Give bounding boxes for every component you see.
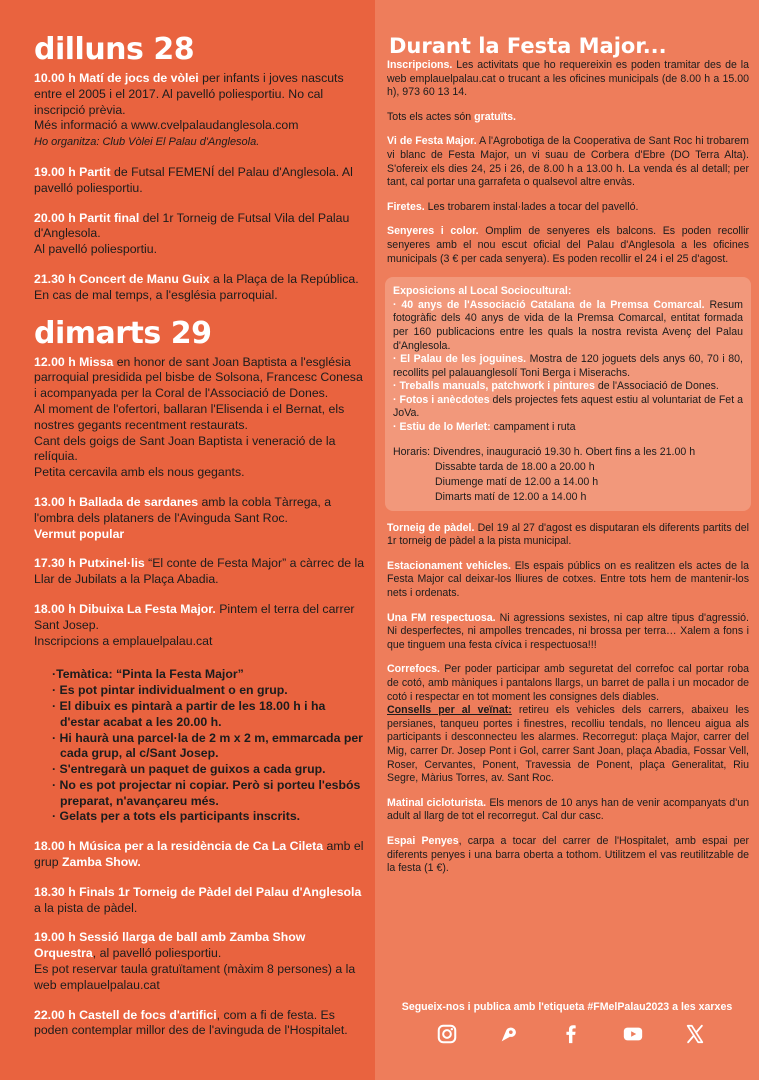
event-text: Pintem el terra del carrer Sant Josep.	[34, 601, 355, 632]
info-free	[385, 111, 751, 125]
event-group: Zamba Show.	[62, 855, 141, 870]
hours-line: Horaris: Divendres, inauguració 19.30 h. Obert fins a les 21.00 h	[393, 445, 696, 458]
instagram-icon[interactable]	[436, 1023, 458, 1045]
facebook-icon[interactable]	[560, 1023, 582, 1045]
exhibit-text: Resum fotogràfic dels 40 anys de vida de la Premsa Comarcal, entitat formada per 160 publicacions entre les quals la nostra revista Avenç del Palau d'Anglesola.	[393, 298, 744, 352]
event-futsal-final	[34, 211, 367, 258]
event-text: Inscripcions a emplauelpalau.cat	[34, 633, 213, 648]
event-fireworks	[34, 1008, 367, 1040]
event-text: , com a fi de festa. Es poden contemplar millor des de l'avinguda de l'Hospitalet.	[34, 1007, 348, 1038]
list-item: · El dibuix es pintarà a partir de les 18.00 h i ha d'estar acabat a les 20.00 h.	[52, 698, 326, 729]
list-item: · Gelats per a tots els participants inscrits.	[52, 809, 301, 824]
exhibit-heading: · Fotos i anècdotes	[393, 393, 490, 406]
list-item: · No es pot projectar ni copiar. Però si porteu l'esbós preparat, n'avançareu més.	[52, 777, 361, 808]
info-text: Els espais públics on es realitzen els actes de la Festa Major cal deixar-los lliures de cotxes. Entre tots hem de mantenir-los nets i ordenats.	[387, 559, 749, 600]
info-text: Les trobarem instal·lades a tocar del pavelló.	[424, 200, 639, 213]
event-padel-finals	[34, 885, 367, 917]
exhibit-text: de l'Associació de Dones.	[594, 380, 719, 393]
exhibit-heading: · Estiu de lo Merlet:	[393, 421, 491, 434]
day-heading-tuesday: dimarts 29	[34, 315, 212, 351]
event-text: a la Plaça de la República.	[209, 271, 359, 286]
event-sardanes	[34, 495, 367, 542]
info-padel	[385, 522, 751, 549]
box-title: Exposicions al Local Sociocultural:	[393, 285, 572, 298]
info-fair	[385, 201, 751, 215]
event-heading: 12.00 h Missa	[34, 354, 114, 369]
app-icon[interactable]	[498, 1023, 520, 1045]
exhibit-heading: · 40 anys de l'Associació Catalana de la Premsa Comarcal.	[393, 298, 705, 311]
event-text: amb el grup	[34, 839, 364, 870]
event-heading: 18.00 h Música per a la residència de Ca La Cileta	[34, 839, 324, 854]
event-dance	[34, 930, 367, 993]
youtube-icon[interactable]	[622, 1023, 644, 1045]
info-text: Tots els actes són	[387, 110, 475, 123]
event-heading: 18.30 h Finals 1r Torneig de Pàdel del Palau d'Anglesola	[34, 884, 362, 899]
info-cycling	[385, 797, 751, 824]
event-text: Més informació a www.cvelpalaudanglesola.com	[34, 118, 299, 133]
neighbours-advice-heading: Consells per al veïnat:	[387, 704, 512, 717]
event-concert	[34, 272, 367, 304]
event-volleyball	[34, 71, 367, 151]
info-penyes	[385, 835, 751, 876]
event-text: de Futsal FEMENÍ del Palau d'Anglesola. Al pavelló poliesportiu.	[34, 164, 353, 195]
info-correfocs	[385, 663, 751, 785]
hours-line: Diumenge matí de 12.00 a 14.00 h	[435, 475, 599, 488]
event-text: a la pista de pàdel.	[34, 900, 138, 915]
exhibit-heading: · Treballs manuals, patchwork i pintures	[393, 380, 595, 393]
info-text: A l'Agrobotiga de la Cooperativa de Sant Roc hi trobarem vi blanc de Festa Major, un vi suau de Corbera d'Ebre (DO Terra Alta). S'ofereix els dies 24, 25 i 26, de 8.00 h a 13.00 h. La venda és al detall; per tant, cal portar una garrafeta o qualsevol altre envàs.	[387, 135, 749, 189]
info-text: Ni agressions sexistes, ni cap altre tipus d'agressió. Ni desperfectes, ni ampolles trencades, ni brossa per terra… Xalem a fons i que tinguem una festa cívica i respectuosa!!!	[387, 611, 749, 651]
event-text: , al pavelló poliesportiu.	[92, 946, 222, 961]
info-text: , carpa a tocar del carrer de l'Hospitalet, amb espai per diferents penyes i una barra oberta a tothom. Utilitzem el vas reutilitzable de la festa (1 €).	[387, 834, 749, 875]
right-column	[375, 0, 759, 1080]
info-parking	[385, 560, 751, 601]
event-text: en honor de sant Joan Baptista a l'església parroquial presidida pel bisbe de Solsona, Francesc Conesa i acompanyada per la Coral de l'Associació de Dones.	[34, 354, 363, 401]
opening-hours	[393, 445, 743, 505]
event-heading: 20.00 h Partit final	[34, 210, 140, 225]
info-heading: gratuïts.	[474, 110, 516, 123]
event-text: amb la cobla Tàrrega, a l'ombra dels plataners de l'Avinguda Sant Roc.	[34, 494, 332, 525]
info-text: Omplim de senyeres els balcons. Es poden recollir senyeres amb el nou escut oficial del Palau d'Anglesola a les oficines municipals (3 € per cada senyera). Es poden recollir el 24 i el 25 d'agost.	[387, 225, 749, 265]
event-text: Al pavelló poliesportiu.	[34, 242, 158, 257]
event-organizer: Ho organitza: Club Vòlei El Palau d'Anglesola.	[34, 136, 260, 149]
info-heading: Correfocs.	[387, 663, 440, 676]
event-heading: 19.00 h Sessió llarga de ball amb Zamba Show Orquestra	[34, 930, 306, 961]
social-icons	[436, 1022, 706, 1046]
x-icon[interactable]	[684, 1023, 706, 1045]
hours-line: Dissabte tarda de 18.00 a 20.00 h	[435, 460, 595, 473]
info-text: Del 19 al 27 d'agost es disputaran els diferents partits del 1r torneig de pàdel a la pista municipal.	[387, 521, 750, 548]
info-heading: Espai Penyes	[387, 834, 459, 847]
event-heading: 18.00 h Dibuixa La Festa Major.	[34, 601, 216, 616]
event-heading: 22.00 h Castell de focs d'artifici	[34, 1007, 217, 1022]
event-text: Petita cercavila amb els nous gegants.	[34, 465, 245, 480]
info-text: Els menors de 10 anys han de venir acompanyats d'un adult al llarg de tot el recorregut. Cal dur casc.	[387, 796, 750, 823]
list-item: · Hi haurà una parcel·la de 2 m x 2 m, emmarcada per cada grup, al c/Sant Josep.	[52, 730, 363, 761]
info-text: Per poder participar amb seguretat del correfoc cal portar roba de cotó, amb màniques i pantalons llargs, un barret de palla i un mocador de cotó i respectar en tot moment les consignes dels diables.	[387, 663, 749, 703]
event-futsal-women	[34, 165, 367, 197]
event-heading: 10.00 h Matí de jocs de vòlei	[34, 71, 199, 85]
exhibit-text: dels projectes fets aquest estiu al voluntariat de Fet a JoVa.	[393, 393, 743, 420]
event-text: del 1r Torneig de Futsal Vila del Palau d'Anglesola.	[34, 210, 350, 241]
day-heading-monday: dilluns 28	[34, 32, 195, 67]
info-text: Les activitats que ho requereixin es poden tramitar des de la web emplauelpalau.cat o trucant a les oficines municipals (de 8.00 h a 15.00 h), 973 60 13 14.	[387, 59, 749, 99]
left-column	[0, 0, 375, 1080]
event-heading: 21.30 h Concert de Manu Guix	[34, 271, 210, 286]
section-title: Durant la Festa Major...	[389, 34, 667, 58]
info-flags	[385, 225, 751, 266]
info-heading: Firetes.	[387, 200, 425, 213]
event-text: “El conte de Festa Major” a càrrec de la Llar de Jubilats a la Plaça Abadia.	[34, 556, 365, 587]
exhibit-heading: · El Palau de les joguines.	[393, 353, 527, 366]
info-heading: Matinal cicloturista.	[387, 796, 487, 809]
event-text: Cant dels goigs de Sant Joan Baptista i veneració de la relíquia.	[34, 433, 336, 464]
event-heading: 17.30 h Putxinel·lis	[34, 556, 145, 571]
event-draw	[34, 602, 367, 649]
list-item: ·Temàtica: “Pinta la Festa Major”	[52, 667, 244, 682]
event-text: per infants i joves nascuts entre el 2005 i el 2017. Al pavelló poliesportiu. No cal inscripció prèvia.	[34, 71, 344, 117]
exhibitions-box	[385, 277, 751, 511]
list-item: · S'entregarà un paquet de guixos a cada grup.	[52, 762, 326, 777]
event-heading: 19.00 h Partit	[34, 164, 111, 179]
list-item: · Es pot pintar individualment o en grup.	[52, 683, 288, 698]
hours-line: Dimarts matí de 12.00 a 14.00 h	[435, 490, 587, 503]
info-heading: Una FM respectuosa.	[387, 611, 496, 624]
footer-hashtag: Segueix-nos i publica amb l'etiqueta #FMelPalau2023 a les xarxes	[401, 1001, 733, 1013]
event-text: Al moment de l'ofertori, ballaran l'Elisenda i el Bernat, els nostres gegants recentment restaurats.	[34, 401, 345, 432]
info-heading: Estacionament vehicles.	[387, 559, 511, 572]
event-vermut: Vermut popular	[34, 526, 125, 541]
info-heading: Torneig de pàdel.	[387, 521, 475, 534]
info-heading: Senyeres i color.	[387, 225, 479, 238]
info-registrations	[385, 59, 751, 100]
event-text: En cas de mal temps, a l'església parroquial.	[34, 287, 278, 302]
exhibit-text: campament i ruta	[490, 421, 576, 434]
event-mass	[34, 355, 367, 481]
info-heading: Vi de Festa Major.	[387, 135, 477, 148]
event-text: Es pot reservar taula gratuïtament (màxim 8 persones) a la web emplauelpalau.cat	[34, 962, 356, 992]
info-heading: Inscripcions.	[387, 59, 453, 71]
exhibit-text: Mostra de 120 joguets dels anys 60, 70 i 80, recollits pel palauanglesolí Toni Berga i Miserachs.	[393, 353, 743, 379]
event-music-residence	[34, 839, 367, 871]
info-respect	[385, 612, 751, 653]
event-heading: 13.00 h Ballada de sardanes	[34, 494, 199, 509]
info-wine	[385, 135, 751, 189]
draw-rules-list	[52, 667, 367, 825]
info-text: retireu els vehicles dels carrers, abaixeu les persianes, tanqueu portes i finestres, recolliu tendals, no llenceu aigua als participants i desconnecteu les alarmes. Recorregut: plaça Major, carrer del Mig, carrer Dr. Josep Pont i Gol, carrer Sant Joan, plaça Abadia, Fossar Vell, Roser, Cervantes, Ponent, Travessia de Ponent, plaça Generalitat, Riu Segre, Màrius Torres, av. Sant Roc.	[387, 704, 750, 785]
event-puppets	[34, 556, 367, 588]
